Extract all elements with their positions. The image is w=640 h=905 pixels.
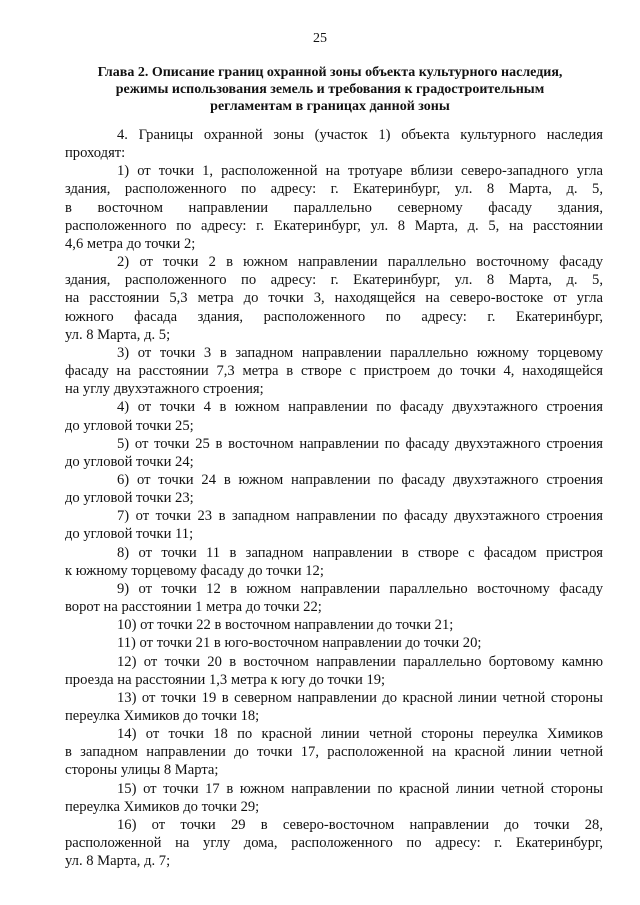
heading-line: Глава 2. Описание границ охранной зоны объекта культурного наследия,: [97, 65, 563, 80]
paragraph: [65, 816, 603, 870]
paragraph: [65, 398, 603, 434]
paragraph: [65, 653, 603, 689]
paragraph-line: южного фасада здания, расположенного по адресу: г. Екатеринбург,: [65, 308, 603, 325]
paragraph-line: в западном направлении до точки 17, расположенной на красной линии четной: [65, 744, 603, 761]
paragraph-line: 9) от точки 12 в южном направлении параллельно восточному фасаду: [117, 580, 603, 597]
paragraph-line: переулка Химиков до точки 29;: [65, 798, 260, 815]
paragraph-line: до угловой точки 11;: [65, 526, 194, 543]
chapter-heading: [80, 64, 580, 115]
paragraph-line: 15) от точки 17 в южном направлении по красной линии четной стороны: [117, 780, 603, 797]
paragraph-line: расположенной на углу дома, расположенного по адресу: г. Екатеринбург,: [65, 835, 603, 852]
paragraph-line: 6) от точки 24 в южном направлении по фасаду двухэтажного строения: [117, 471, 603, 488]
paragraph-line: на расстоянии 5,3 метра до точки 3, находящейся на северо-востоке от угла: [65, 290, 603, 307]
paragraph-line: 12) от точки 20 в восточном направлении параллельно бортовому камню: [117, 653, 603, 670]
paragraph-line: 11) от точки 21 в юго-восточном направлении до точки 20;: [117, 635, 482, 652]
paragraph-line: переулка Химиков до точки 18;: [65, 708, 260, 724]
paragraph: [65, 689, 603, 725]
paragraph: [91, 634, 603, 652]
paragraph-line: 8) от точки 11 в западном направлении в створе с фасадом пристроя: [117, 544, 603, 561]
paragraph-line: фасаду на расстоянии 7,3 метра в створе с пристроем до точки 4, находящейся: [65, 363, 603, 380]
paragraph-line: проезда на расстоянии 1,3 метра к югу до точки 19;: [65, 671, 386, 688]
heading-line: регламентам в границах данной зоны: [210, 99, 450, 114]
document-body: [65, 126, 603, 870]
paragraph-line: 2) от точки 2 в южном направлении параллельно восточному фасаду: [117, 254, 603, 271]
paragraph: [65, 126, 603, 162]
paragraph-line: здания, расположенного по адресу: г. Екатеринбург, ул. 8 Марта, д. 5,: [65, 181, 603, 198]
paragraph: [65, 344, 603, 398]
paragraph-line: в восточном направлении параллельно северному фасаду здания,: [65, 199, 603, 216]
paragraph: [65, 435, 603, 471]
paragraph-line: ул. 8 Марта, д. 7;: [65, 853, 171, 870]
paragraph-line: 4,6 метра до точки 2;: [65, 235, 196, 252]
paragraph-line: до угловой точки 23;: [65, 490, 194, 507]
paragraph: [65, 471, 603, 507]
page-number: 25: [313, 31, 327, 46]
paragraph-line: до угловой точки 25;: [65, 417, 194, 434]
paragraph-line: 14) от точки 18 по красной линии четной стороны переулка Химиков: [117, 726, 603, 743]
paragraph-line: ворот на расстоянии 1 метра до точки 22;: [65, 599, 322, 616]
paragraph-line: на углу двухэтажного строения;: [65, 381, 264, 398]
paragraph-line: 3) от точки 3 в западном направлении параллельно южному торцевому: [117, 344, 603, 361]
paragraph: [65, 725, 603, 779]
paragraph: [65, 580, 603, 616]
paragraph: [65, 162, 603, 253]
paragraph-line: 7) от точки 23 в западном направлении по фасаду двухэтажного строения: [117, 508, 603, 525]
paragraph: [65, 780, 603, 816]
paragraph-line: ул. 8 Марта, д. 5;: [65, 326, 171, 343]
paragraph-line: 1) от точки 1, расположенной на тротуаре вблизи северо-западного угла: [117, 163, 603, 180]
paragraph-line: расположенного по адресу: г. Екатеринбург, ул. 8 Марта, д. 5, на расстоянии: [65, 217, 603, 234]
paragraph-line: здания, расположенного по адресу: г. Екатеринбург, ул. 8 Марта, д. 5,: [65, 272, 603, 289]
paragraph-line: к южному торцевому фасаду до точки 12;: [65, 562, 324, 579]
paragraph-line: до угловой точки 24;: [65, 453, 194, 470]
paragraph: [65, 507, 603, 543]
paragraph-line: проходят:: [65, 145, 126, 162]
paragraph-line: стороны улицы 8 Марта;: [65, 762, 219, 779]
paragraph-line: 5) от точки 25 в восточном направлении по фасаду двухэтажного строения: [117, 435, 603, 452]
paragraph-line: 13) от точки 19 в северном направлении до красной линии четной стороны: [117, 689, 603, 706]
heading-line: режимы использования земель и требования к градостроительным: [115, 82, 545, 97]
paragraph-line: 4) от точки 4 в южном направлении по фасаду двухэтажного строения: [117, 399, 603, 416]
paragraph: [65, 544, 603, 580]
paragraph-line: 16) от точки 29 в северо-восточном направлении до точки 28,: [117, 816, 603, 833]
paragraph-line: 10) от точки 22 в восточном направлении до точки 21;: [117, 617, 454, 634]
paragraph-line: 4. Границы охранной зоны (участок 1) объекта культурного наследия: [117, 127, 603, 143]
paragraph: [91, 616, 603, 634]
paragraph: [65, 253, 603, 344]
